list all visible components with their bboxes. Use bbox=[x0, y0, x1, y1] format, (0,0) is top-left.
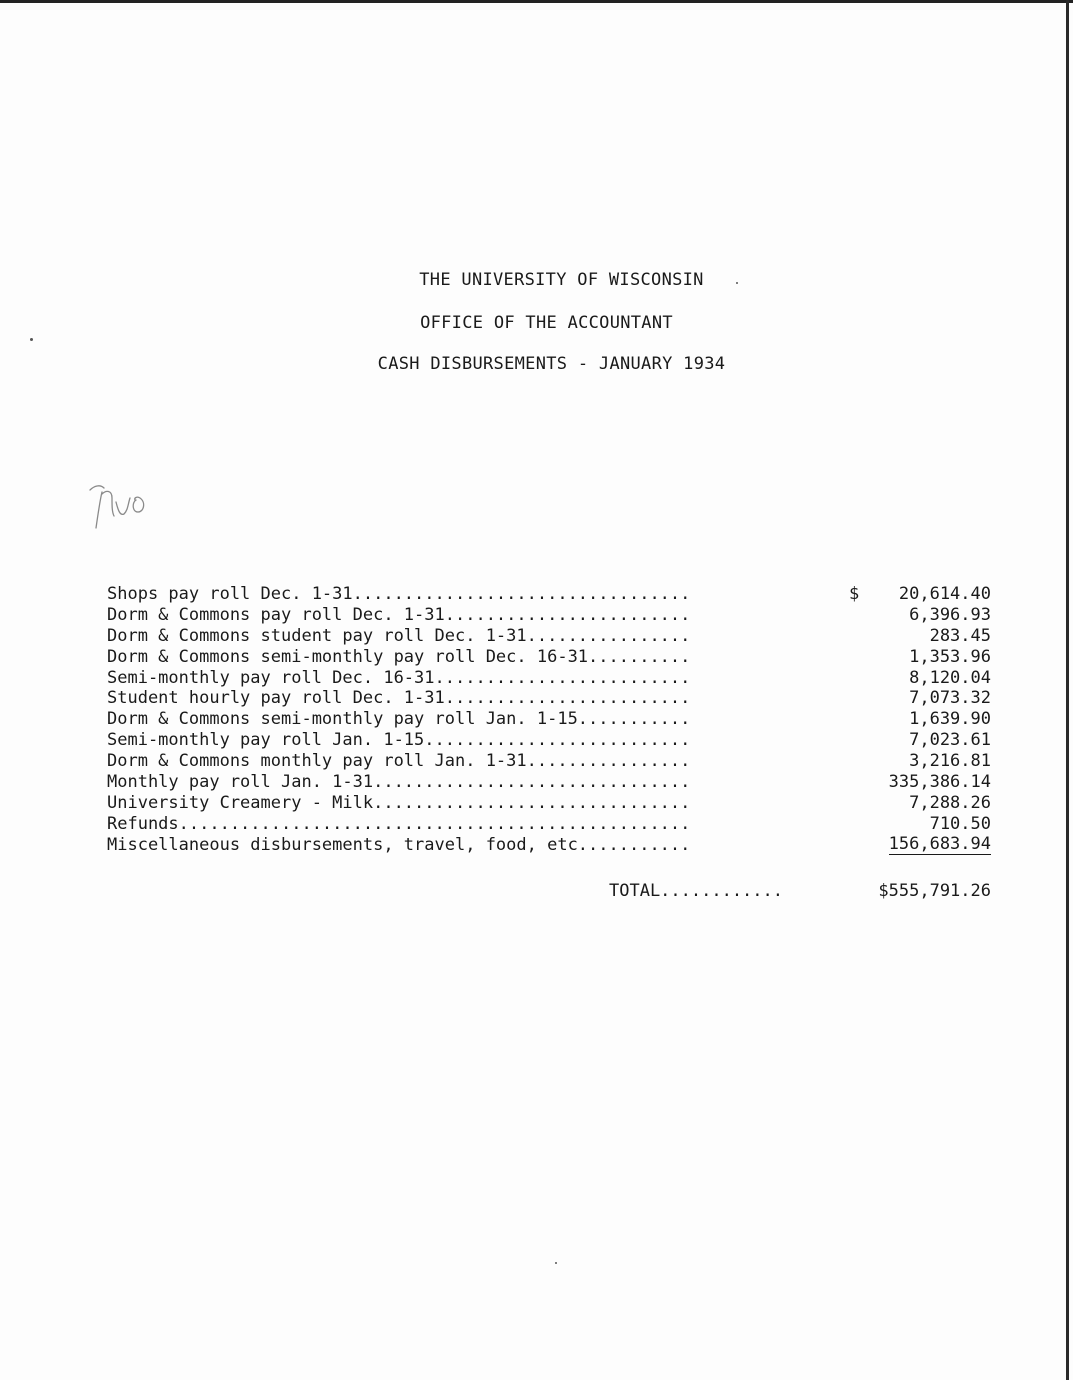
entry-description: Student hourly pay roll Dec. 1-31........................ bbox=[107, 688, 691, 709]
disbursement-list bbox=[107, 584, 997, 856]
entry-description: Dorm & Commons semi-monthly pay roll Jan. 1-15........... bbox=[107, 709, 691, 730]
entry-description: Semi-monthly pay roll Dec. 16-31......................... bbox=[107, 667, 691, 688]
entry-description: Dorm & Commons semi-monthly pay roll Dec. 16-31.......... bbox=[107, 646, 691, 667]
entry-description: Dorm & Commons student pay roll Dec. 1-31................ bbox=[107, 625, 691, 646]
entry-description: Semi-monthly pay roll Jan. 1-15.......................... bbox=[107, 730, 691, 751]
scan-speck bbox=[30, 338, 33, 341]
entry-amount: 156,683.94 bbox=[888, 833, 991, 854]
page-top-edge bbox=[0, 0, 1073, 3]
entry-amount: 335,386.14 bbox=[888, 772, 991, 793]
list-item bbox=[107, 709, 997, 730]
list-item bbox=[107, 605, 997, 626]
scan-speck bbox=[736, 282, 738, 284]
list-item bbox=[107, 814, 997, 835]
list-item bbox=[107, 751, 997, 772]
entry-description: University Creamery - Milk............................... bbox=[107, 792, 691, 813]
total-amount: $555,791.26 bbox=[878, 881, 991, 901]
entry-amount: 7,288.26 bbox=[909, 792, 991, 813]
entry-amount: 20,614.40 bbox=[898, 584, 991, 604]
entry-description: Dorm & Commons monthly pay roll Jan. 1-31................ bbox=[107, 751, 691, 772]
entry-amount: 7,073.32 bbox=[909, 688, 991, 709]
university-title: THE UNIVERSITY OF WISCONSIN bbox=[419, 270, 704, 290]
list-item bbox=[107, 626, 997, 647]
entry-description: Refunds.................................................. bbox=[107, 813, 691, 834]
office-title: OFFICE OF THE ACCOUNTANT bbox=[420, 313, 673, 333]
entry-description: Miscellaneous disbursements, travel, food, etc........... bbox=[107, 834, 691, 855]
total-label: TOTAL............ bbox=[609, 881, 783, 901]
total-row bbox=[107, 880, 997, 902]
list-item bbox=[107, 835, 997, 856]
entry-description: Dorm & Commons pay roll Dec. 1-31........................ bbox=[107, 604, 691, 625]
list-item bbox=[107, 772, 997, 793]
scan-speck bbox=[555, 1262, 557, 1264]
dollar-sign: $ bbox=[849, 584, 860, 604]
list-item bbox=[107, 793, 997, 814]
entry-amount: 1,639.90 bbox=[909, 709, 991, 730]
list-item bbox=[107, 688, 997, 709]
handwritten-mark bbox=[82, 480, 162, 540]
entry-amount: 710.50 bbox=[929, 813, 991, 834]
entry-description: Shops pay roll Dec. 1-31................................. bbox=[107, 584, 691, 604]
list-item bbox=[107, 668, 997, 689]
list-item bbox=[107, 584, 997, 605]
entry-amount: 283.45 bbox=[929, 625, 991, 646]
report-title: CASH DISBURSEMENTS - JANUARY 1934 bbox=[377, 354, 726, 374]
list-item bbox=[107, 647, 997, 668]
entry-amount: 6,396.93 bbox=[909, 604, 991, 625]
list-item bbox=[107, 730, 997, 751]
entry-amount: 1,353.96 bbox=[909, 646, 991, 667]
page-right-edge bbox=[1066, 0, 1069, 1380]
entry-amount: 3,216.81 bbox=[909, 751, 991, 772]
entry-amount: 8,120.04 bbox=[909, 667, 991, 688]
entry-amount: 7,023.61 bbox=[909, 730, 991, 751]
entry-description: Monthly pay roll Jan. 1-31............................... bbox=[107, 772, 691, 793]
